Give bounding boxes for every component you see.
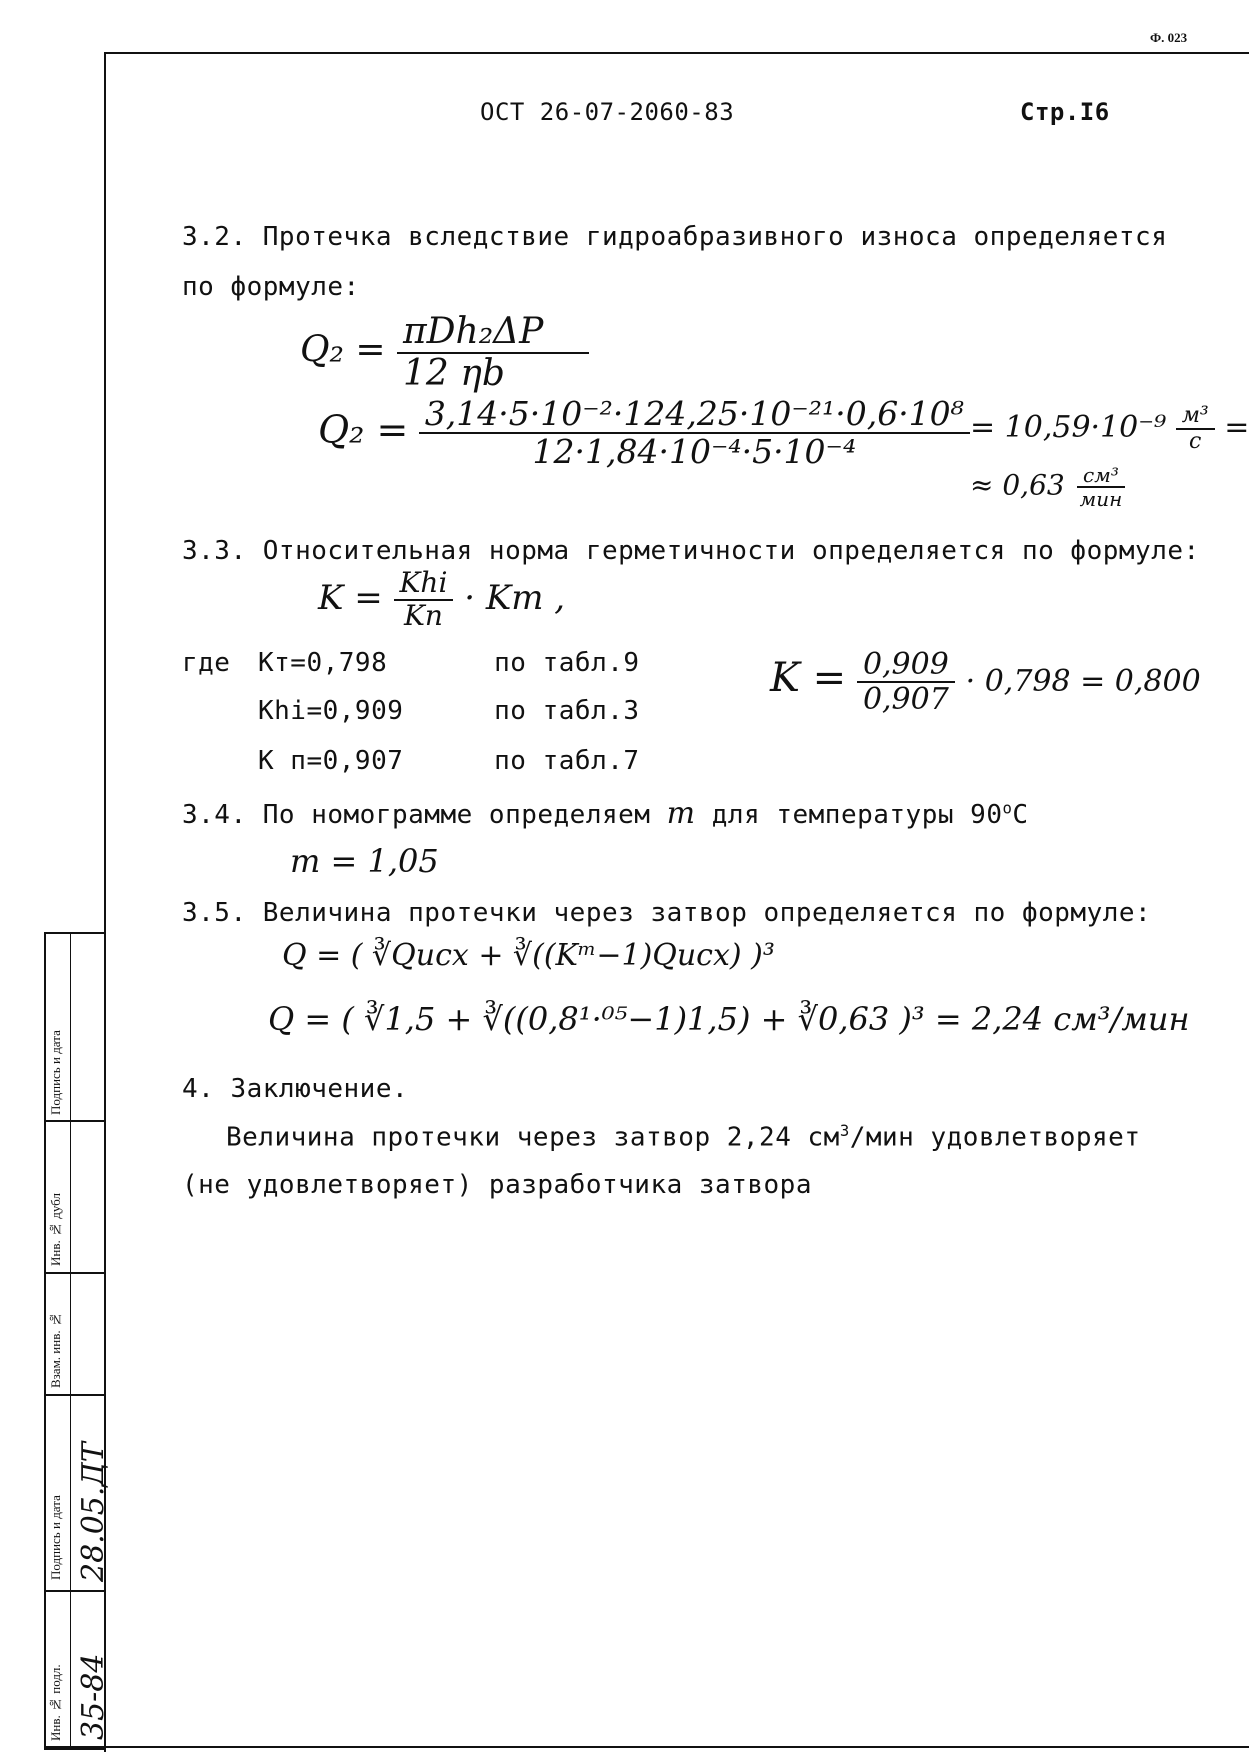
text-part-c: С [1012,800,1029,830]
bottom-rule [44,1746,1249,1748]
section-4-title: 4. Заключение. [182,1074,409,1104]
formula-k-general [318,568,565,632]
formula-numerator: 3,14·5·10⁻²·124,25·10⁻²¹·0,6·10⁸ [419,396,970,434]
formula-numerator: 0,909 [857,648,955,683]
section-3-3-text: 3.3. Относительная норма герметичности определяется по формуле: [182,536,1200,566]
unit-cm3-per-min [1074,464,1129,510]
coef-row-3 [258,746,640,776]
unit-num: м³ [1176,404,1215,430]
unit-m3-per-s [1176,404,1215,454]
coef-ref: по табл.9 [494,648,640,678]
formula-eq: = [1224,410,1249,446]
formula-denominator: 12·1,84·10⁻⁴·5·10⁻⁴ [532,432,857,472]
degree-mark: о [1002,799,1013,818]
formula-lhs: K = [318,577,383,618]
formula-lhs: Q₂ = [300,329,386,371]
formula-rhs: · Kт , [464,577,566,618]
conclusion-line-1 [226,1122,1140,1153]
formula-denominator: 12 ηb [403,352,505,394]
formula-rhs: · 0,798 = 0,800 [965,664,1201,699]
formula-q-calc: Q = ( ∛1,5 + ∛((0,8¹·⁰⁵−1)1,5) + ∛0,63 )³ = 2,24 см³/мин [268,1000,1190,1038]
formula-q2-calc [318,396,970,471]
superscript: 3 [839,1122,850,1140]
coef-value: Khi=0,909 [258,696,404,726]
formula-approx: ≈ 0,63 [970,468,1065,502]
formula-fraction [397,312,589,393]
stamp-label: Подпись и дата [48,1495,63,1580]
stamp-inventory-number: 35-84 [76,1653,111,1740]
formula-lhs: Q₂ = [318,407,409,452]
where-label: где [182,648,231,678]
text-part-b: /мин удовлетворяет [849,1122,1141,1153]
formula-q2-approx [970,464,1128,510]
formula-fraction [394,568,454,632]
doc-number: ОСТ 26-07-2060-83 [480,98,735,126]
formula-lhs: K = [770,655,847,701]
coef-row-1 [258,648,640,678]
formula-result: = 10,59·10⁻⁹ [970,410,1167,446]
stamp-label: Инв. № подл. [48,1664,63,1741]
form-code: Ф. 023 [1150,30,1188,45]
formula-q-general: Q = ( ∛Qисх + ∛((Kᵐ−1)Qисх) )³ [282,938,775,973]
stamp-signature-date: 28.05.ДТ [76,1442,111,1582]
coef-value: K п=0,907 [258,746,404,776]
stamp-label: Подпись и дата [48,1030,63,1115]
page-number: Стр.I6 [1020,98,1110,126]
formula-q2-result [970,404,1249,454]
formula-numerator: Khi [394,568,454,601]
m-result: m = 1,05 [290,842,439,880]
unit-den: с [1189,429,1202,455]
formula-denominator: Kп [403,598,443,632]
coef-ref: по табл.3 [494,696,640,726]
formula-numerator: πDh₂ΔP [397,312,589,354]
coef-value: Kт=0,798 [258,648,388,678]
stamp-label: Взам. инв. № [48,1312,63,1388]
formula-k-calc [770,648,1201,716]
unit-den: мин [1079,487,1123,511]
unit-num: см³ [1077,464,1125,488]
formula-fraction [857,648,955,716]
formula-q2-general [300,312,589,393]
section-3-5-text: 3.5. Величина протечки через затвор определяется по формуле: [182,898,1152,928]
text-part-a: Величина протечки через затвор 2,24 см [226,1122,840,1153]
section-3-4-text [182,796,1029,831]
section-3-2-text-cont: по формуле: [182,272,360,302]
text-part-b: для температуры 90 [711,800,1003,830]
text-part-a: 3.4. По номограмме определяем [182,800,651,830]
formula-fraction [419,396,970,471]
coef-row-2 [258,696,640,726]
stamp-label: Инв. № дубл [48,1193,63,1266]
formula-denominator: 0,907 [862,682,949,717]
coef-ref: по табл.7 [494,746,640,776]
text-variable: m [666,796,696,831]
top-rule [104,52,1249,54]
section-3-2-text: 3.2. Протечка вследствие гидроабразивного износа определяется [182,222,1168,252]
conclusion-line-2: (не удовлетворяет) разработчика затвора [182,1170,812,1200]
